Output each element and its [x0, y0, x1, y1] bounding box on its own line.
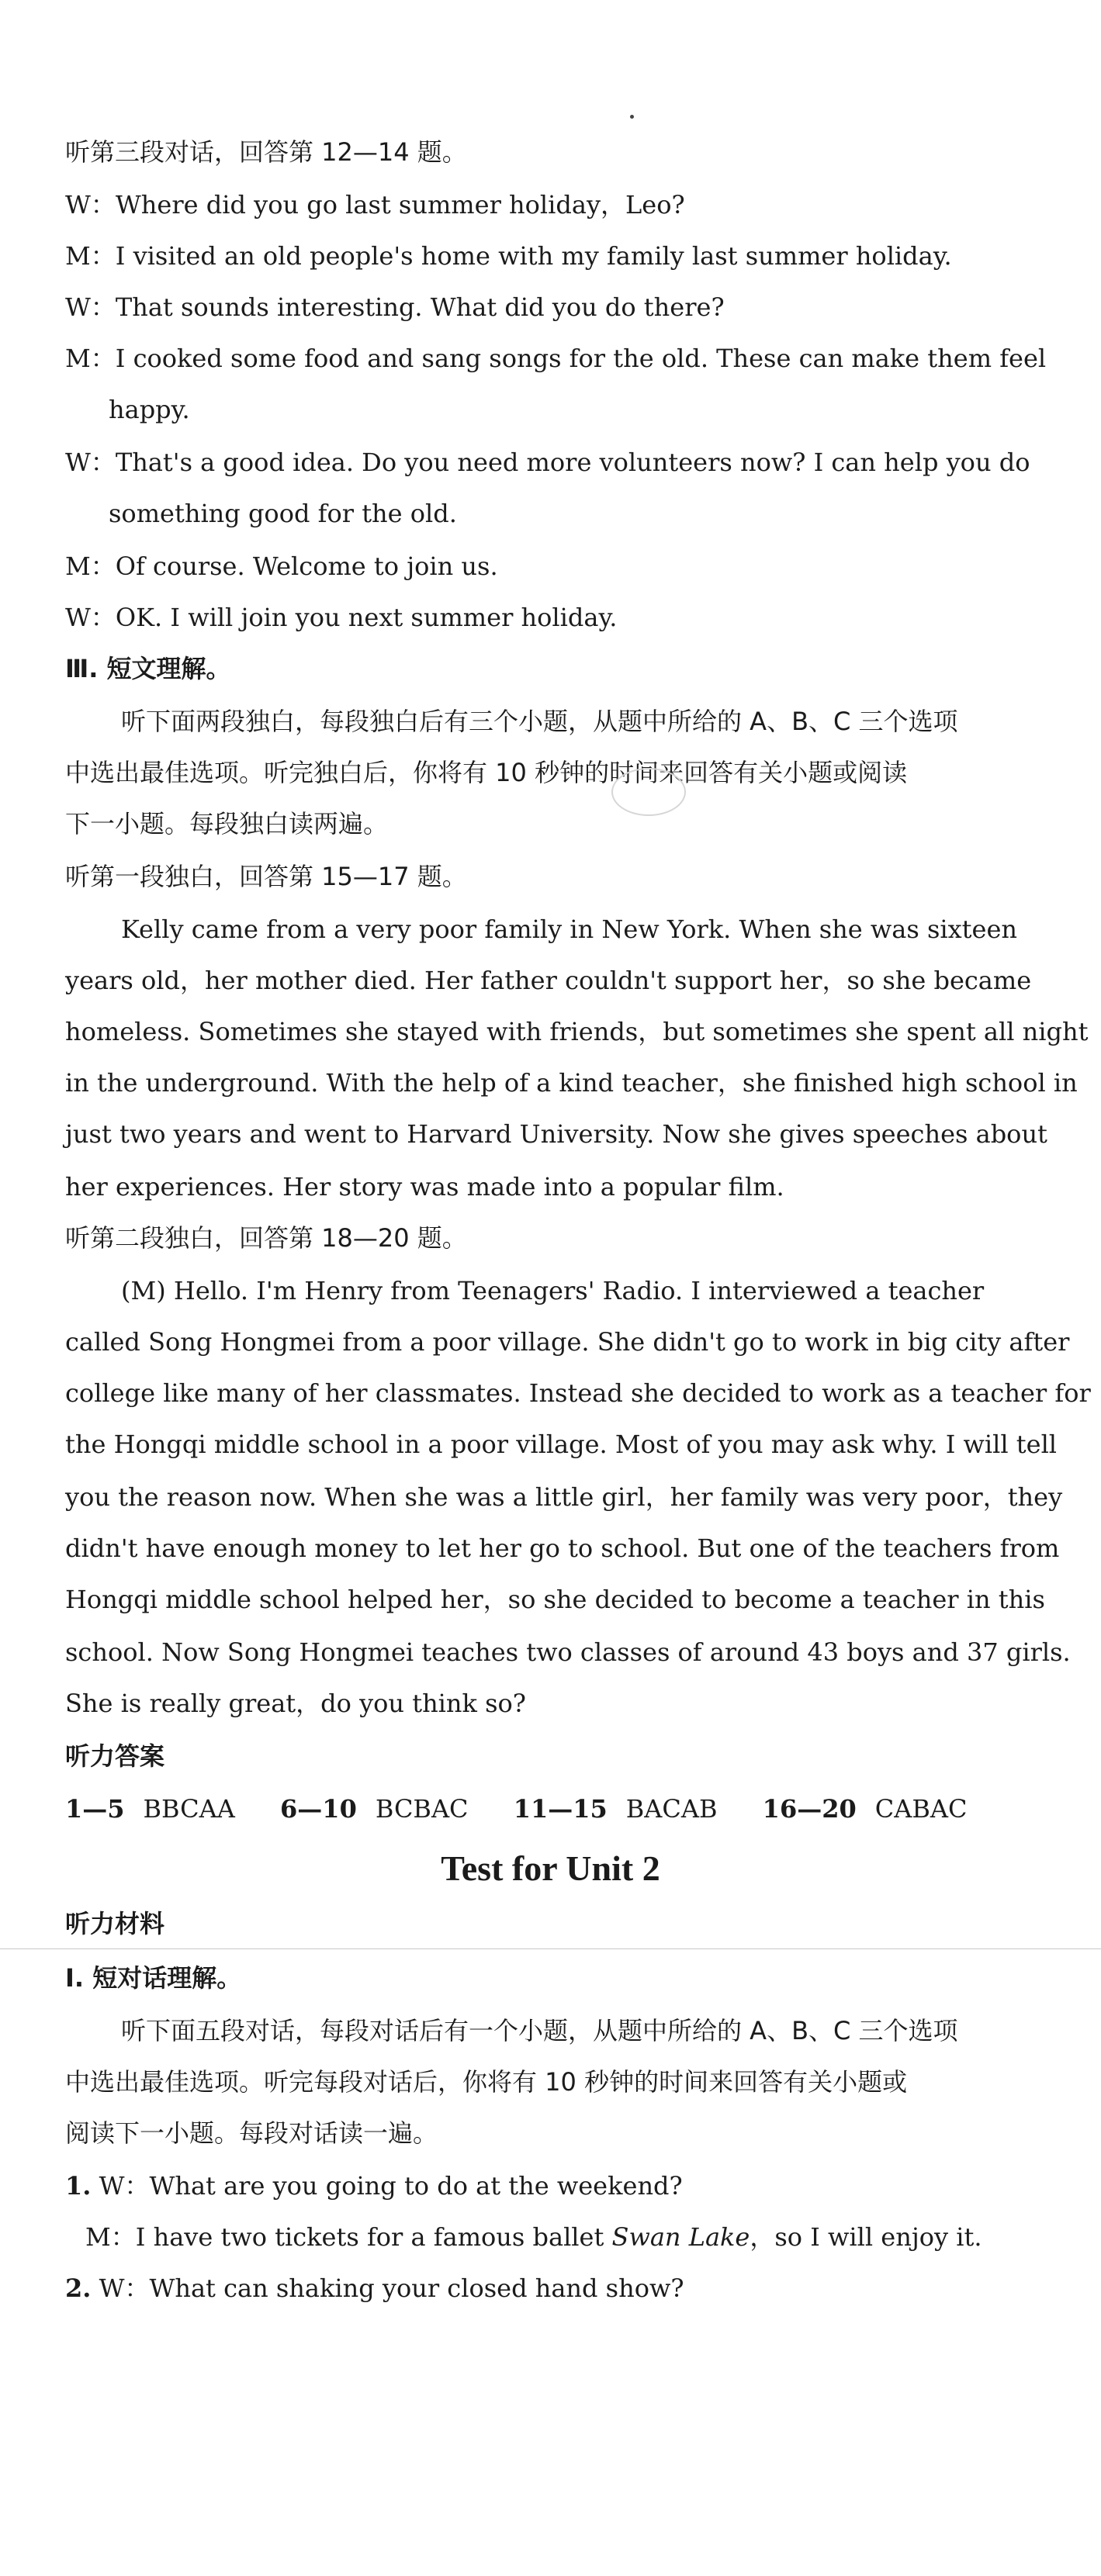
mono2-line-8: school. Now Song Hongmei teaches two classes of around 43 boys and 37 girls.: [65, 1637, 1071, 1667]
answer-value: BACAB: [625, 1794, 718, 1824]
ink-dot: [630, 115, 634, 119]
part3-instruction-3: 下一小题。每段独白读两遍。: [65, 809, 389, 838]
mono2-line-1: (M) Hello. I'm Henry from Teenagers' Radio. I interviewed a teacher: [121, 1276, 985, 1305]
divider: [0, 1948, 1101, 1949]
mono1-line-5: just two years and went to Harvard University. Now she gives speeches about: [65, 1119, 1047, 1149]
mono2-line-4: the Hongqi middle school in a poor village. Most of you may ask why. I will tell: [65, 1430, 1058, 1459]
q1-number: 1.: [65, 2171, 92, 2201]
q1-m-title: Swan Lake: [611, 2222, 750, 2252]
mono2-line-3: college like many of her classmates. Instead she decided to work as a teacher for: [65, 1378, 1091, 1408]
mono2-line-7: Hongqi middle school helped her，so she decided to become a teacher in this: [65, 1585, 1045, 1614]
part1-instruction-2: 中选出最佳选项。听完每段对话后，你将有 10 秒钟的时间来回答有关小题或: [65, 2067, 908, 2097]
dialog3-line-7: something good for the old.: [109, 499, 457, 528]
q1-m-line: [85, 2222, 982, 2253]
mono2-line-5: you the reason now. When she was a little girl，her family was very poor，they: [65, 1482, 1063, 1512]
answer-value: BCBAC: [375, 1794, 469, 1824]
answer-value: CABAC: [874, 1794, 968, 1824]
dialog3-line-4: M：I cooked some food and sang songs for the old. These can make them feel: [65, 344, 1047, 373]
mono2-header: 听第二段独白，回答第 18—20 题。: [65, 1223, 467, 1253]
part3-instruction-2: 中选出最佳选项。听完独白后，你将有 10 秒钟的时间来回答有关小题或阅读: [65, 758, 908, 787]
q2-w: W：What can shaking your closed hand show?: [99, 2273, 684, 2303]
materials-title: 听力材料: [65, 1909, 165, 1938]
section3-header: 听第三段对话，回答第 12—14 题。: [65, 137, 467, 167]
dialog3-line-2: M：I visited an old people's home with my family last summer holiday.: [65, 241, 952, 271]
unit-title: Test for Unit 2: [441, 1848, 660, 1888]
q1-w: W：What are you going to do at the weekend?: [99, 2171, 683, 2201]
mono1-header: 听第一段独白，回答第 15—17 题。: [65, 862, 467, 891]
stamp-mark: [611, 768, 686, 816]
mono1-line-4: in the underground. With the help of a kind teacher，she finished high school in: [65, 1068, 1078, 1098]
part1-instruction-1: 听下面五段对话，每段对话后有一个小题，从题中所给的 A、B、C 三个选项: [121, 2016, 958, 2045]
answers-title: 听力答案: [65, 1741, 165, 1771]
mono2-line-6: didn't have enough money to let her go to school. But one of the teachers from: [65, 1533, 1060, 1563]
q1-w-line: [65, 2170, 683, 2201]
q2-w-line: [65, 2273, 684, 2304]
q2-number: 2.: [65, 2273, 92, 2303]
dialog3-line-6: W：That's a good idea. Do you need more volunteers now? I can help you do: [65, 448, 1030, 477]
part1-instruction-3: 阅读下一小题。每段对话读一遍。: [65, 2118, 438, 2148]
part3-instruction-1: 听下面两段独白，每段独白后有三个小题，从题中所给的 A、B、C 三个选项: [121, 707, 958, 736]
answer-value: BBCAA: [143, 1794, 235, 1824]
mono2-line-9: She is really great，do you think so?: [65, 1689, 526, 1718]
dialog3-line-8: M：Of course. Welcome to join us.: [65, 552, 498, 581]
answers-row: [65, 1793, 1004, 1824]
answer-range: 1—5: [65, 1794, 125, 1824]
mono1-line-1: Kelly came from a very poor family in New York. When she was sixteen: [121, 915, 1017, 944]
mono1-line-6: her experiences. Her story was made into a popular film.: [65, 1172, 784, 1202]
mono2-line-2: called Song Hongmei from a poor village. She didn't go to work in big city after: [65, 1327, 1070, 1357]
q1-m-before: M：I have two tickets for a famous ballet: [85, 2222, 612, 2252]
part1-title: Ⅰ. 短对话理解。: [65, 1963, 242, 1993]
dialog3-line-1: W：Where did you go last summer holiday，Leo?: [65, 190, 685, 220]
q1-m-after: ，so I will enjoy it.: [750, 2222, 982, 2252]
part3-title: Ⅲ. 短文理解。: [65, 654, 231, 683]
mono1-line-2: years old，her mother died. Her father couldn't support her，so she became: [65, 966, 1032, 995]
answer-range: 6—10: [280, 1794, 357, 1824]
answer-range: 16—20: [762, 1794, 857, 1824]
mono1-line-3: homeless. Sometimes she stayed with friends，but sometimes she spent all night: [65, 1017, 1089, 1046]
dialog3-line-3: W：That sounds interesting. What did you do there?: [65, 292, 725, 322]
answer-range: 11—15: [513, 1794, 608, 1824]
dialog3-line-5: happy.: [109, 395, 190, 424]
dialog3-line-9: W：OK. I will join you next summer holiday.: [65, 603, 618, 632]
